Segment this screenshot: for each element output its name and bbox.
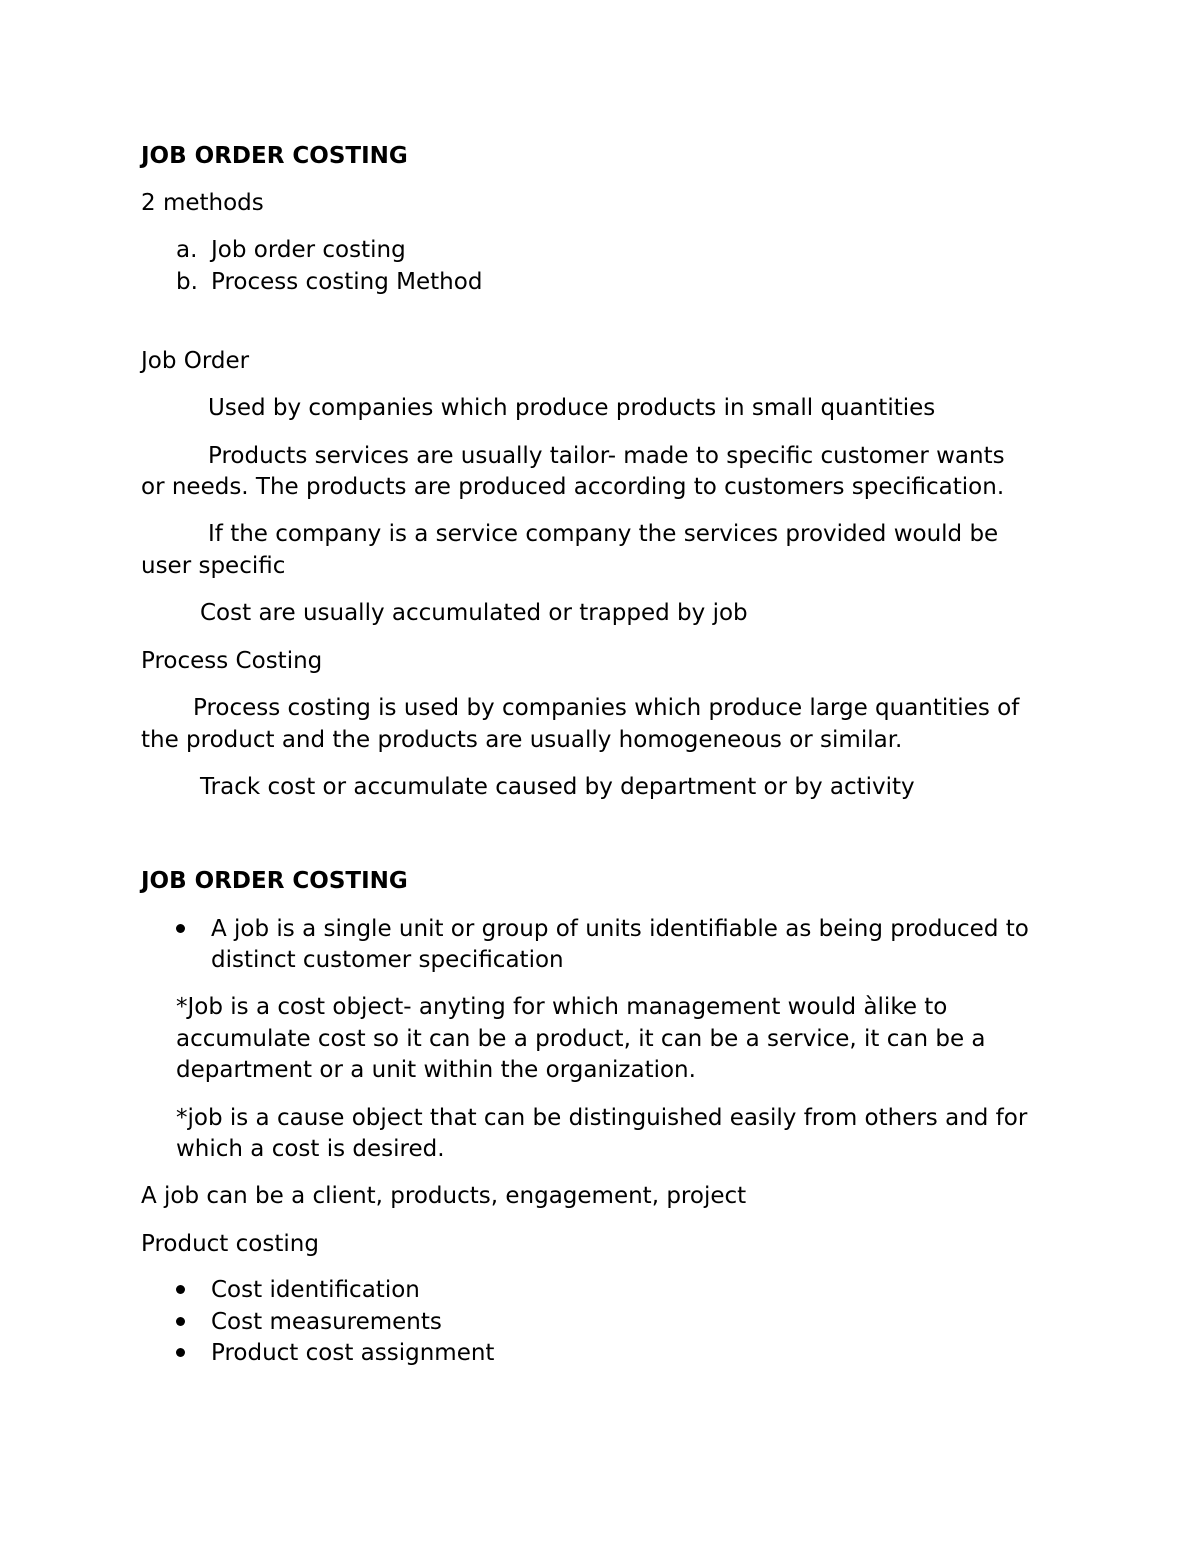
subheading-job-order: Job Order <box>141 348 250 374</box>
paragraph: which a cost is desired. <box>176 1136 445 1162</box>
list-item: Cost measurements <box>211 1309 442 1335</box>
section-heading: JOB ORDER COSTING <box>141 868 408 894</box>
list-item: A job is a single unit or group of units identifiable as being produced to <box>211 916 1029 942</box>
list-marker: a. <box>176 237 198 263</box>
paragraph: department or a unit within the organization. <box>176 1057 696 1083</box>
paragraph: If the company is a service company the services provided would be <box>208 521 999 547</box>
paragraph: Process costing is used by companies which produce large quantities of <box>193 695 1020 721</box>
paragraph: A job can be a client, products, engagement, project <box>141 1183 747 1209</box>
paragraph: Products services are usually tailor- made to specific customer wants <box>208 443 1005 469</box>
subheading-product-costing: Product costing <box>141 1231 319 1257</box>
paragraph: *job is a cause object that can be distinguished easily from others and for <box>176 1105 1028 1131</box>
paragraph: user specific <box>141 553 286 579</box>
list-item: distinct customer specification <box>211 947 564 973</box>
list-item: Process costing Method <box>211 269 483 295</box>
bullet-icon <box>176 1317 185 1326</box>
list-item: Cost identification <box>211 1277 420 1303</box>
paragraph: accumulate cost so it can be a product, it can be a service, it can be a <box>176 1026 986 1052</box>
paragraph: Cost are usually accumulated or trapped by job <box>200 600 748 626</box>
bullet-icon <box>176 924 185 933</box>
bullet-icon <box>176 1348 185 1357</box>
paragraph: the product and the products are usually homogeneous or similar. <box>141 727 903 753</box>
section-heading: JOB ORDER COSTING <box>141 143 408 169</box>
subheading-process-costing: Process Costing <box>141 648 323 674</box>
paragraph: Track cost or accumulate caused by department or by activity <box>200 774 915 800</box>
paragraph: *Job is a cost object- anyting for which management would àlike to <box>176 994 948 1020</box>
bullet-icon <box>176 1285 185 1294</box>
list-item: Job order costing <box>211 237 406 263</box>
paragraph: or needs. The products are produced according to customers specification. <box>141 474 1005 500</box>
list-marker: b. <box>176 269 198 295</box>
methods-intro: 2 methods <box>141 190 264 216</box>
paragraph: Used by companies which produce products in small quantities <box>208 395 936 421</box>
list-item: Product cost assignment <box>211 1340 495 1366</box>
